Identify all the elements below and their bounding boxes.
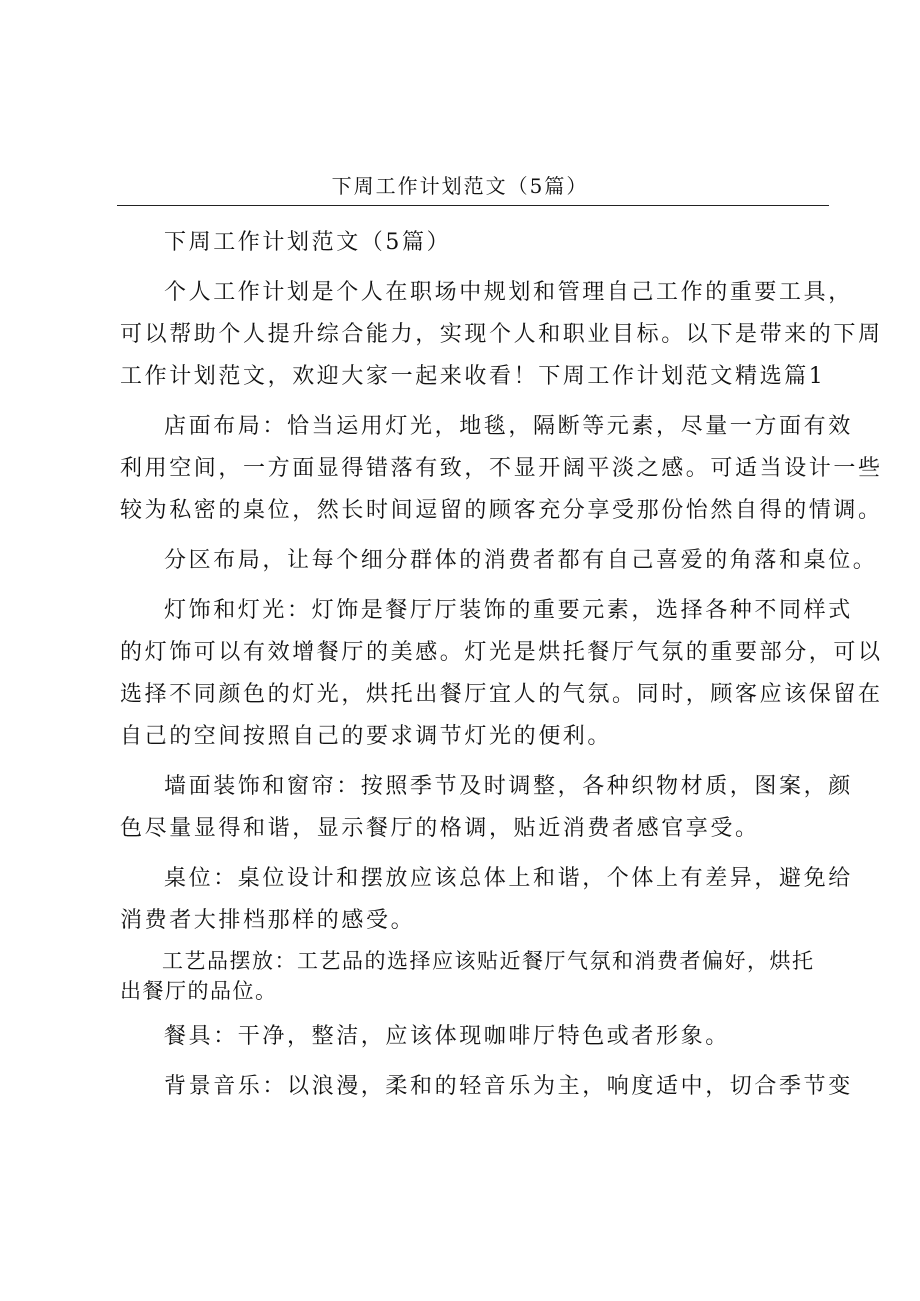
store-layout-paragraph bbox=[120, 406, 883, 532]
lighting-paragraph bbox=[120, 590, 883, 758]
zone-layout-paragraph bbox=[120, 540, 878, 582]
tableware-paragraph bbox=[120, 1016, 832, 1058]
text-line: 工艺品摆放：工艺品的选择应该贴近餐厅气氛和消费者偏好，烘托 bbox=[162, 949, 815, 973]
crafts-paragraph bbox=[120, 946, 832, 1006]
text-line: 工作计划范文，欢迎大家一起来收看！下周工作计划范文精选篇1 bbox=[120, 364, 826, 389]
text-line: 墙面装饰和窗帘：按照季节及时调整，各种织物材质，图案，颜 bbox=[164, 774, 853, 799]
doc-title-paragraph bbox=[120, 222, 832, 264]
text-line: 桌位：桌位设计和摆放应该总体上和谐，个体上有差异，避免给 bbox=[164, 866, 853, 891]
text-line: 的灯饰可以有效增餐厅的美感。灯光是烘托餐厅气氛的重要部分，可以 bbox=[120, 640, 883, 665]
text-line: 背景音乐：以浪漫，柔和的轻音乐为主，响度适中，切合季节变 bbox=[164, 1074, 853, 1099]
text-line: 分区布局，让每个细分群体的消费者都有自己喜爱的角落和桌位。 bbox=[164, 548, 878, 573]
text-line: 自己的空间按照自己的要求调节灯光的便利。 bbox=[120, 724, 613, 749]
text-line: 餐具：干净，整洁，应该体现咖啡厅特色或者形象。 bbox=[164, 1024, 730, 1049]
text-line: 出餐厅的品位。 bbox=[120, 979, 278, 1003]
text-line: 利用空间，一方面显得错落有致，不显开阔平淡之感。可适当设计一些 bbox=[120, 456, 883, 481]
intro-paragraph bbox=[120, 272, 883, 398]
text-line: 色尽量显得和谐，显示餐厅的格调，贴近消费者感官享受。 bbox=[120, 816, 760, 841]
table-seat-paragraph bbox=[120, 858, 853, 942]
page-header-title: 下周工作计划范文（5篇） bbox=[331, 174, 589, 198]
wall-curtain-paragraph bbox=[120, 766, 853, 850]
text-line: 选择不同颜色的灯光，烘托出餐厅宜人的气氛。同时，顾客应该保留在 bbox=[120, 682, 883, 707]
header-divider bbox=[117, 205, 829, 206]
text-line: 下周工作计划范文（5篇） bbox=[164, 230, 452, 255]
background-music-paragraph bbox=[120, 1066, 853, 1108]
text-line: 消费者大排档那样的感受。 bbox=[120, 908, 416, 933]
text-line: 店面布局：恰当运用灯光，地毯，隔断等元素，尽量一方面有效 bbox=[164, 414, 853, 439]
text-line: 较为私密的桌位，然长时间逗留的顾客充分享受那份怡然自得的情调。 bbox=[120, 498, 883, 523]
text-line: 可以帮助个人提升综合能力，实现个人和职业目标。以下是带来的下周 bbox=[120, 322, 883, 347]
text-line: 灯饰和灯光：灯饰是餐厅厅装饰的重要元素，选择各种不同样式 bbox=[164, 598, 853, 623]
text-line: 个人工作计划是个人在职场中规划和管理自己工作的重要工具， bbox=[164, 280, 853, 305]
document-body bbox=[120, 222, 883, 1108]
